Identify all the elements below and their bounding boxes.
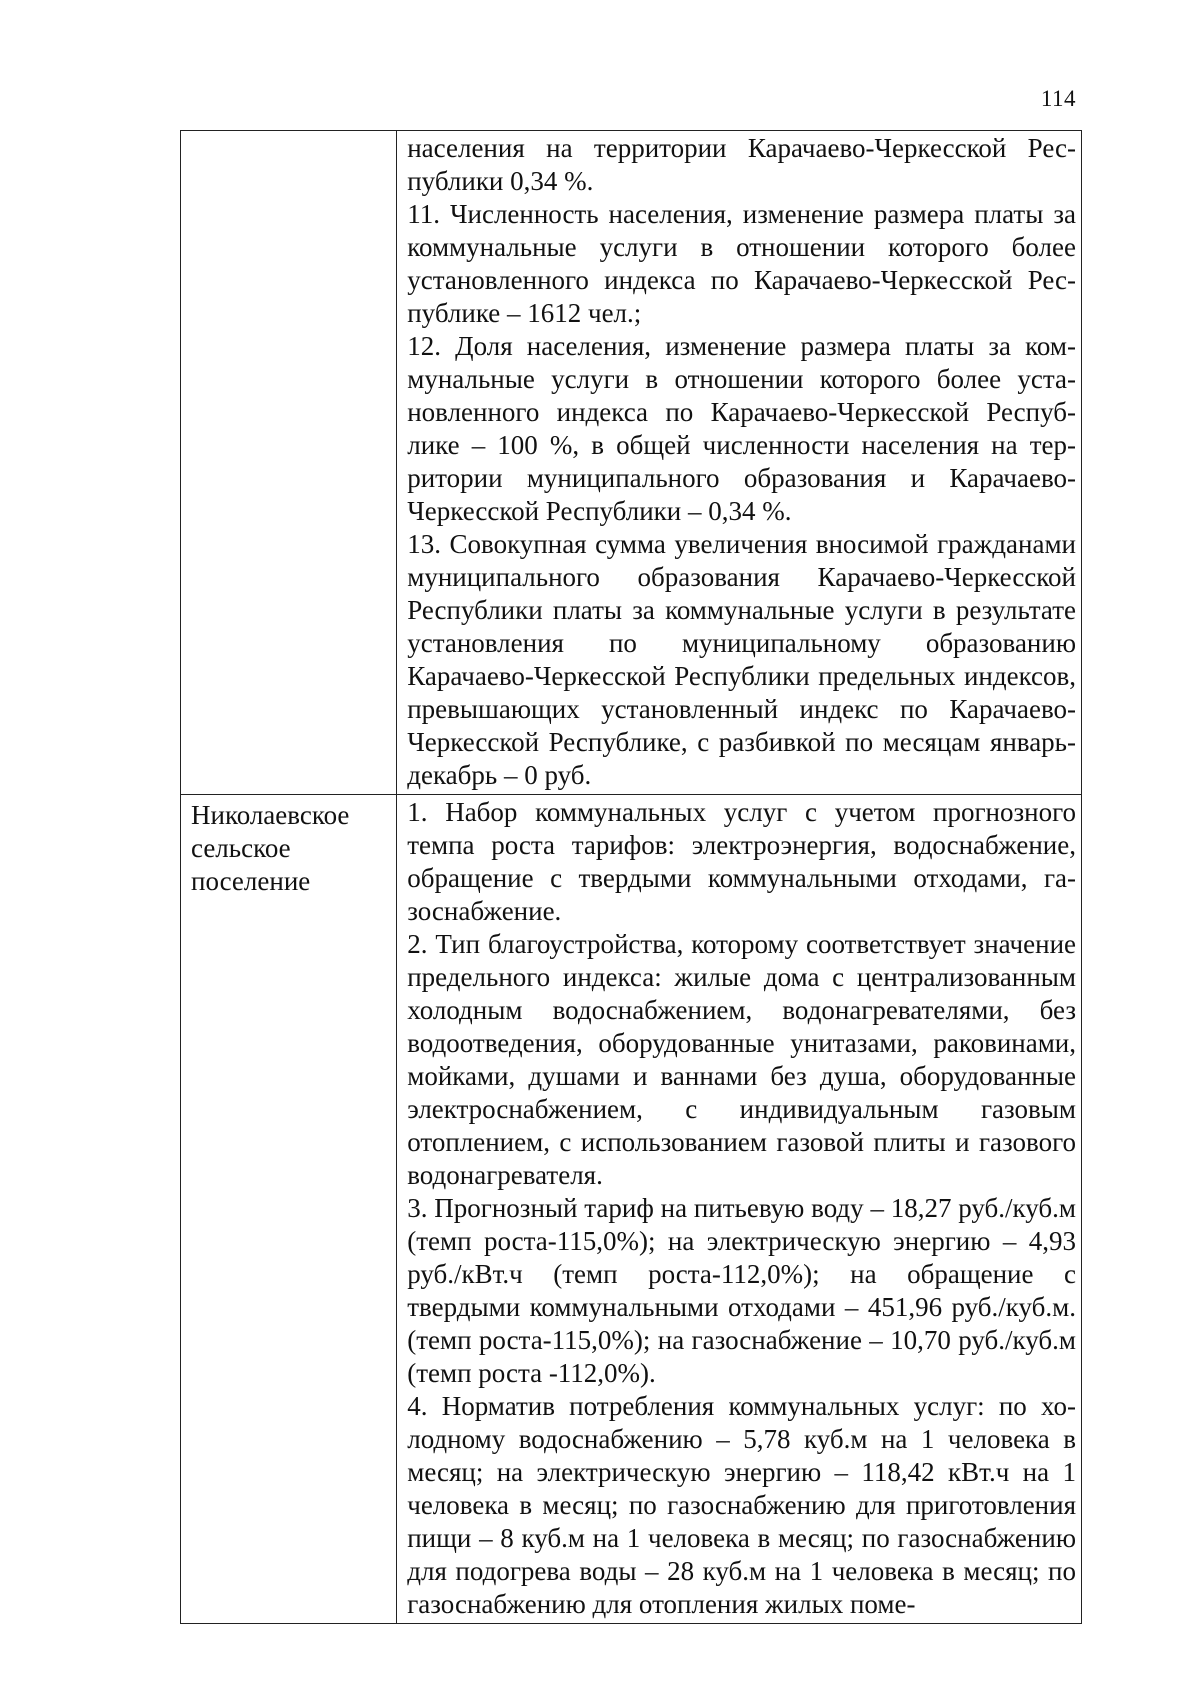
paragraph: 3. Прогнозный тариф на питьевую воду – 18,27 руб./куб.м (темп роста-115,0%); на электрическую энергию – 4,93 руб./кВт.ч (темп роста-112,0%); на обращение с твердыми коммунальными отходами – 451,96 руб./куб.м. (темп роста-115,0%); на газоснабжение – 10,70 руб./куб.м (темп роста -112,0%). [407, 1193, 1076, 1388]
settlement-name-line: Николаевское [191, 800, 350, 830]
table-row [181, 795, 1082, 1624]
description-cell [397, 795, 1082, 1624]
settlement-cell [181, 795, 397, 1624]
paragraph: 13. Совокупная сумма увеличения вносимой гражданами муниципального образования Карачаево-Черкесской Республики платы за коммунальные услуги в результате установления по муниципальному образованию Карачаево-Черкесской Республики предельных индексов, превышающих установленный индекс по Карачаево-Черкесской Республике, с разбивкой по месяцам январь-декабрь – 0 руб. [407, 529, 1076, 790]
settlement-name-line: сельское [191, 833, 291, 863]
settlement-name [181, 131, 396, 139]
paragraph: 1. Набор коммунальных услуг с учетом прогнозного темпа роста тарифов: электроэнергия, водоснабжение, обращение с твердыми коммунальными отходами, газоснабжение. [407, 797, 1076, 926]
paragraph: 12. Доля населения, изменение размера платы за коммунальные услуги в отношении которого более установленного индекса по Карачаево-Черкесской Республике – 100 %, в общей численности населения на территории муниципального образования и Карачаево-Черкесской Республики – 0,34 %. [407, 331, 1076, 526]
indicators-table [180, 130, 1082, 1624]
paragraph: населения на территории Карачаево-Черкесской Республики 0,34 %. [407, 133, 1076, 196]
paragraph: 2. Тип благоустройства, которому соответствует значение предельного индекса: жилые дома с централизованным холодным водоснабжением, водонагревателями, без водоотведения, оборудованные унитазами, раковинами, мойками, душами и ваннами без душа, оборудованные электроснабжением, с индивидуальным газовым отоплением, с использованием газовой плиты и газового водонагревателя. [407, 929, 1076, 1190]
page-number: 114 [1040, 86, 1076, 111]
settlement-cell [181, 131, 397, 795]
settlement-name-line: поселение [191, 866, 311, 896]
paragraph: 4. Норматив потребления коммунальных услуг: по холодному водоснабжению – 5,78 куб.м на 1 человека в месяц; на электрическую энергию – 118,42 кВт.ч на 1 человека в месяц; по газоснабжению для приготовления пищи – 8 куб.м на 1 человека в месяц; по газоснабжению для подогрева воды – 28 куб.м на 1 человека в месяц; по газоснабжению для отопления жилых поме- [407, 1391, 1076, 1619]
paragraph: 11. Численность населения, изменение размера платы за коммунальные услуги в отношении которого более установленного индекса по Карачаево-Черкесской Республике – 1612 чел.; [407, 199, 1076, 328]
settlement-name [181, 795, 396, 902]
description-cell [397, 131, 1082, 795]
table-row [181, 131, 1082, 795]
